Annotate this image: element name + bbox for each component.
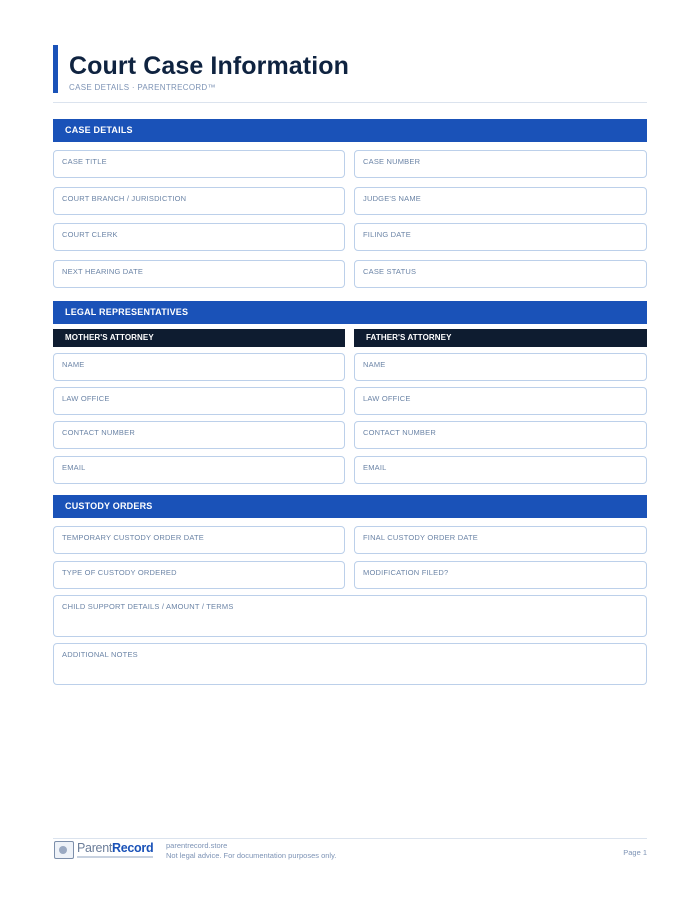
field-label: MODIFICATION FILED? (363, 568, 449, 577)
page-subtitle: CASE DETAILS · PARENTRECORD™ (69, 83, 216, 92)
parentrecord-logo (53, 839, 155, 863)
mother-contact-field[interactable] (53, 421, 345, 449)
father-attorney-name-field[interactable] (354, 353, 647, 381)
custody-type-field[interactable] (53, 561, 345, 589)
fathers-attorney-header: FATHER'S ATTORNEY (354, 329, 647, 347)
page-header (53, 45, 647, 103)
child-support-field[interactable] (53, 595, 647, 637)
field-label: FINAL CUSTODY ORDER DATE (363, 533, 478, 542)
field-label: JUDGE'S NAME (363, 194, 422, 203)
case-status-field[interactable] (354, 260, 647, 288)
logo-wordmark: ParentRecord (77, 841, 154, 855)
field-label: TEMPORARY CUSTODY ORDER DATE (62, 533, 205, 542)
field-label: TYPE OF CUSTODY ORDERED (62, 568, 177, 577)
footer-note (166, 841, 336, 861)
field-label: LAW OFFICE (363, 394, 411, 403)
family-photo-icon (54, 841, 74, 859)
page-number: Page 1 (623, 848, 647, 857)
field-label: NAME (62, 360, 85, 369)
page-footer (53, 838, 647, 866)
field-label: CHILD SUPPORT DETAILS / AMOUNT / TERMS (62, 602, 234, 611)
field-label: CONTACT NUMBER (363, 428, 436, 437)
mothers-attorney-header: MOTHER'S ATTORNEY (53, 329, 345, 347)
father-law-office-field[interactable] (354, 387, 647, 415)
section-legal-representatives: LEGAL REPRESENTATIVES (53, 301, 647, 324)
logo-tagline (77, 856, 153, 858)
court-clerk-field[interactable] (53, 223, 345, 251)
case-title-field[interactable] (53, 150, 345, 178)
mother-law-office-field[interactable] (53, 387, 345, 415)
field-label: ADDITIONAL NOTES (62, 650, 138, 659)
field-label: NAME (363, 360, 386, 369)
accent-bar (53, 45, 58, 93)
field-label: NEXT HEARING DATE (62, 267, 144, 276)
page-title: Court Case Information (69, 52, 349, 80)
father-email-field[interactable] (354, 456, 647, 484)
field-label: FILING DATE (363, 230, 411, 239)
field-label: CASE NUMBER (363, 157, 421, 166)
field-label: EMAIL (363, 463, 387, 472)
field-label: CASE TITLE (62, 157, 107, 166)
final-custody-date-field[interactable] (354, 526, 647, 554)
field-label: COURT CLERK (62, 230, 118, 239)
father-contact-field[interactable] (354, 421, 647, 449)
field-label: LAW OFFICE (62, 394, 110, 403)
section-custody-orders: CUSTODY ORDERS (53, 495, 647, 518)
field-label: CONTACT NUMBER (62, 428, 135, 437)
mother-attorney-name-field[interactable] (53, 353, 345, 381)
temp-custody-date-field[interactable] (53, 526, 345, 554)
field-label: EMAIL (62, 463, 86, 472)
footer-site: parentrecord.store (166, 841, 228, 850)
additional-notes-field[interactable] (53, 643, 647, 685)
court-branch-field[interactable] (53, 187, 345, 215)
section-case-details: CASE DETAILS (53, 119, 647, 142)
filing-date-field[interactable] (354, 223, 647, 251)
field-label: COURT BRANCH / JURISDICTION (62, 194, 187, 203)
mother-email-field[interactable] (53, 456, 345, 484)
footer-disclaimer: Not legal advice. For documentation purposes only. (166, 851, 337, 860)
modification-filed-field[interactable] (354, 561, 647, 589)
judge-name-field[interactable] (354, 187, 647, 215)
case-number-field[interactable] (354, 150, 647, 178)
field-label: CASE STATUS (363, 267, 417, 276)
next-hearing-field[interactable] (53, 260, 345, 288)
